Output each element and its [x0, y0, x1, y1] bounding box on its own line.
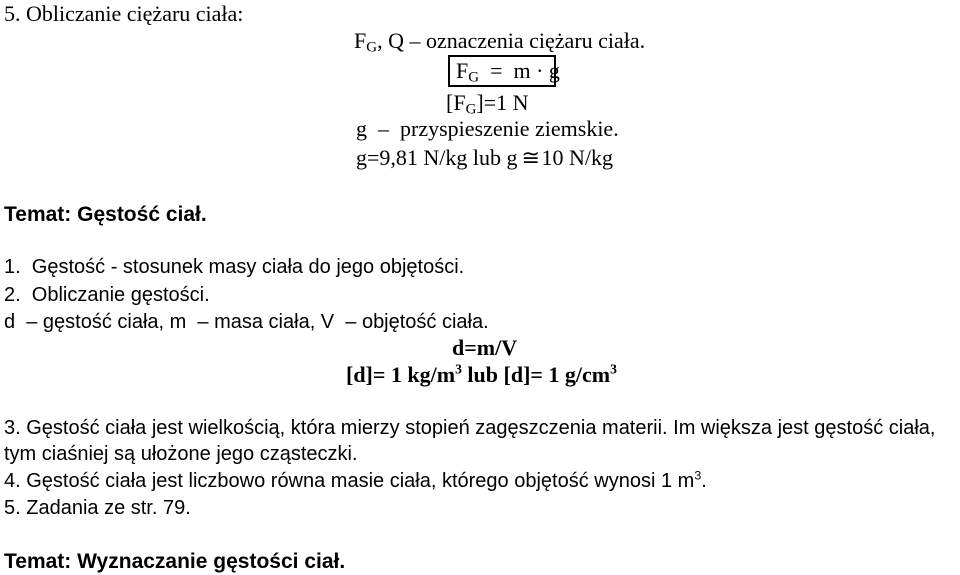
density-item-4-text: 4. Gęstość ciała jest liczbowo równa masie ciała, którego objętość wynosi 1 m	[4, 470, 695, 492]
density-units-b: lub [d]= 1 g/cm	[461, 362, 611, 387]
density-item-2: 2. Obliczanie gęstości.	[4, 284, 210, 306]
density-formula: d=m/V	[452, 335, 518, 360]
gravity-value-b: 10 N/kg	[541, 145, 614, 170]
section-heading-weight: 5. Obliczanie ciężaru ciała:	[4, 1, 244, 26]
density-item-3-line-1: 3. Gęstość ciała jest wielkością, która mierzy stopień zagęszczenia materii. Im większa jest gęstość ciała,	[4, 417, 936, 439]
weight-unit-rest: ]=1 N	[476, 90, 529, 115]
weight-unit-open: [F	[446, 90, 466, 115]
approx-equal-symbol: ≅	[521, 145, 540, 170]
density-units-sup-a: 3	[455, 361, 462, 377]
topic-title-density: Temat: Gęstość ciał.	[4, 203, 207, 226]
weight-symbol-sub: G	[366, 39, 378, 56]
gravity-value-a: g=9,81 N/kg lub g	[356, 145, 518, 170]
density-definitions: d – gęstość ciała, m – masa ciała, V – objętość ciała.	[4, 311, 489, 333]
weight-symbols-line	[354, 30, 645, 55]
density-units-sup-b: 3	[610, 361, 617, 377]
weight-symbol-f: F	[354, 28, 367, 53]
density-item-3-line-2: tym ciaśniej są ułożone jego cząsteczki.	[4, 443, 358, 465]
weight-formula	[456, 60, 560, 85]
topic-title-measuring-density: Temat: Wyznaczanie gęstości ciał.	[4, 550, 346, 573]
density-item-4-end: .	[701, 470, 707, 492]
density-item-4-sup: 3	[694, 468, 702, 483]
weight-formula-f: F	[456, 58, 469, 83]
density-item-4	[4, 468, 707, 492]
density-item-5: 5. Zadania ze str. 79.	[4, 497, 191, 519]
density-units-line	[346, 361, 617, 387]
weight-symbols-rest: , Q – oznaczenia ciężaru ciała.	[377, 28, 646, 53]
weight-formula-sub: G	[468, 69, 480, 86]
gravity-description: g – przyspieszenie ziemskie.	[356, 116, 619, 141]
density-units-a: [d]= 1 kg/m	[346, 362, 456, 387]
gravity-value-line	[356, 147, 613, 169]
density-item-1: 1. Gęstość - stosunek masy ciała do jego objętości.	[4, 256, 465, 278]
weight-unit-line	[446, 92, 529, 117]
weight-unit-sub: G	[465, 101, 477, 118]
weight-formula-rest: = m · g	[479, 58, 560, 83]
